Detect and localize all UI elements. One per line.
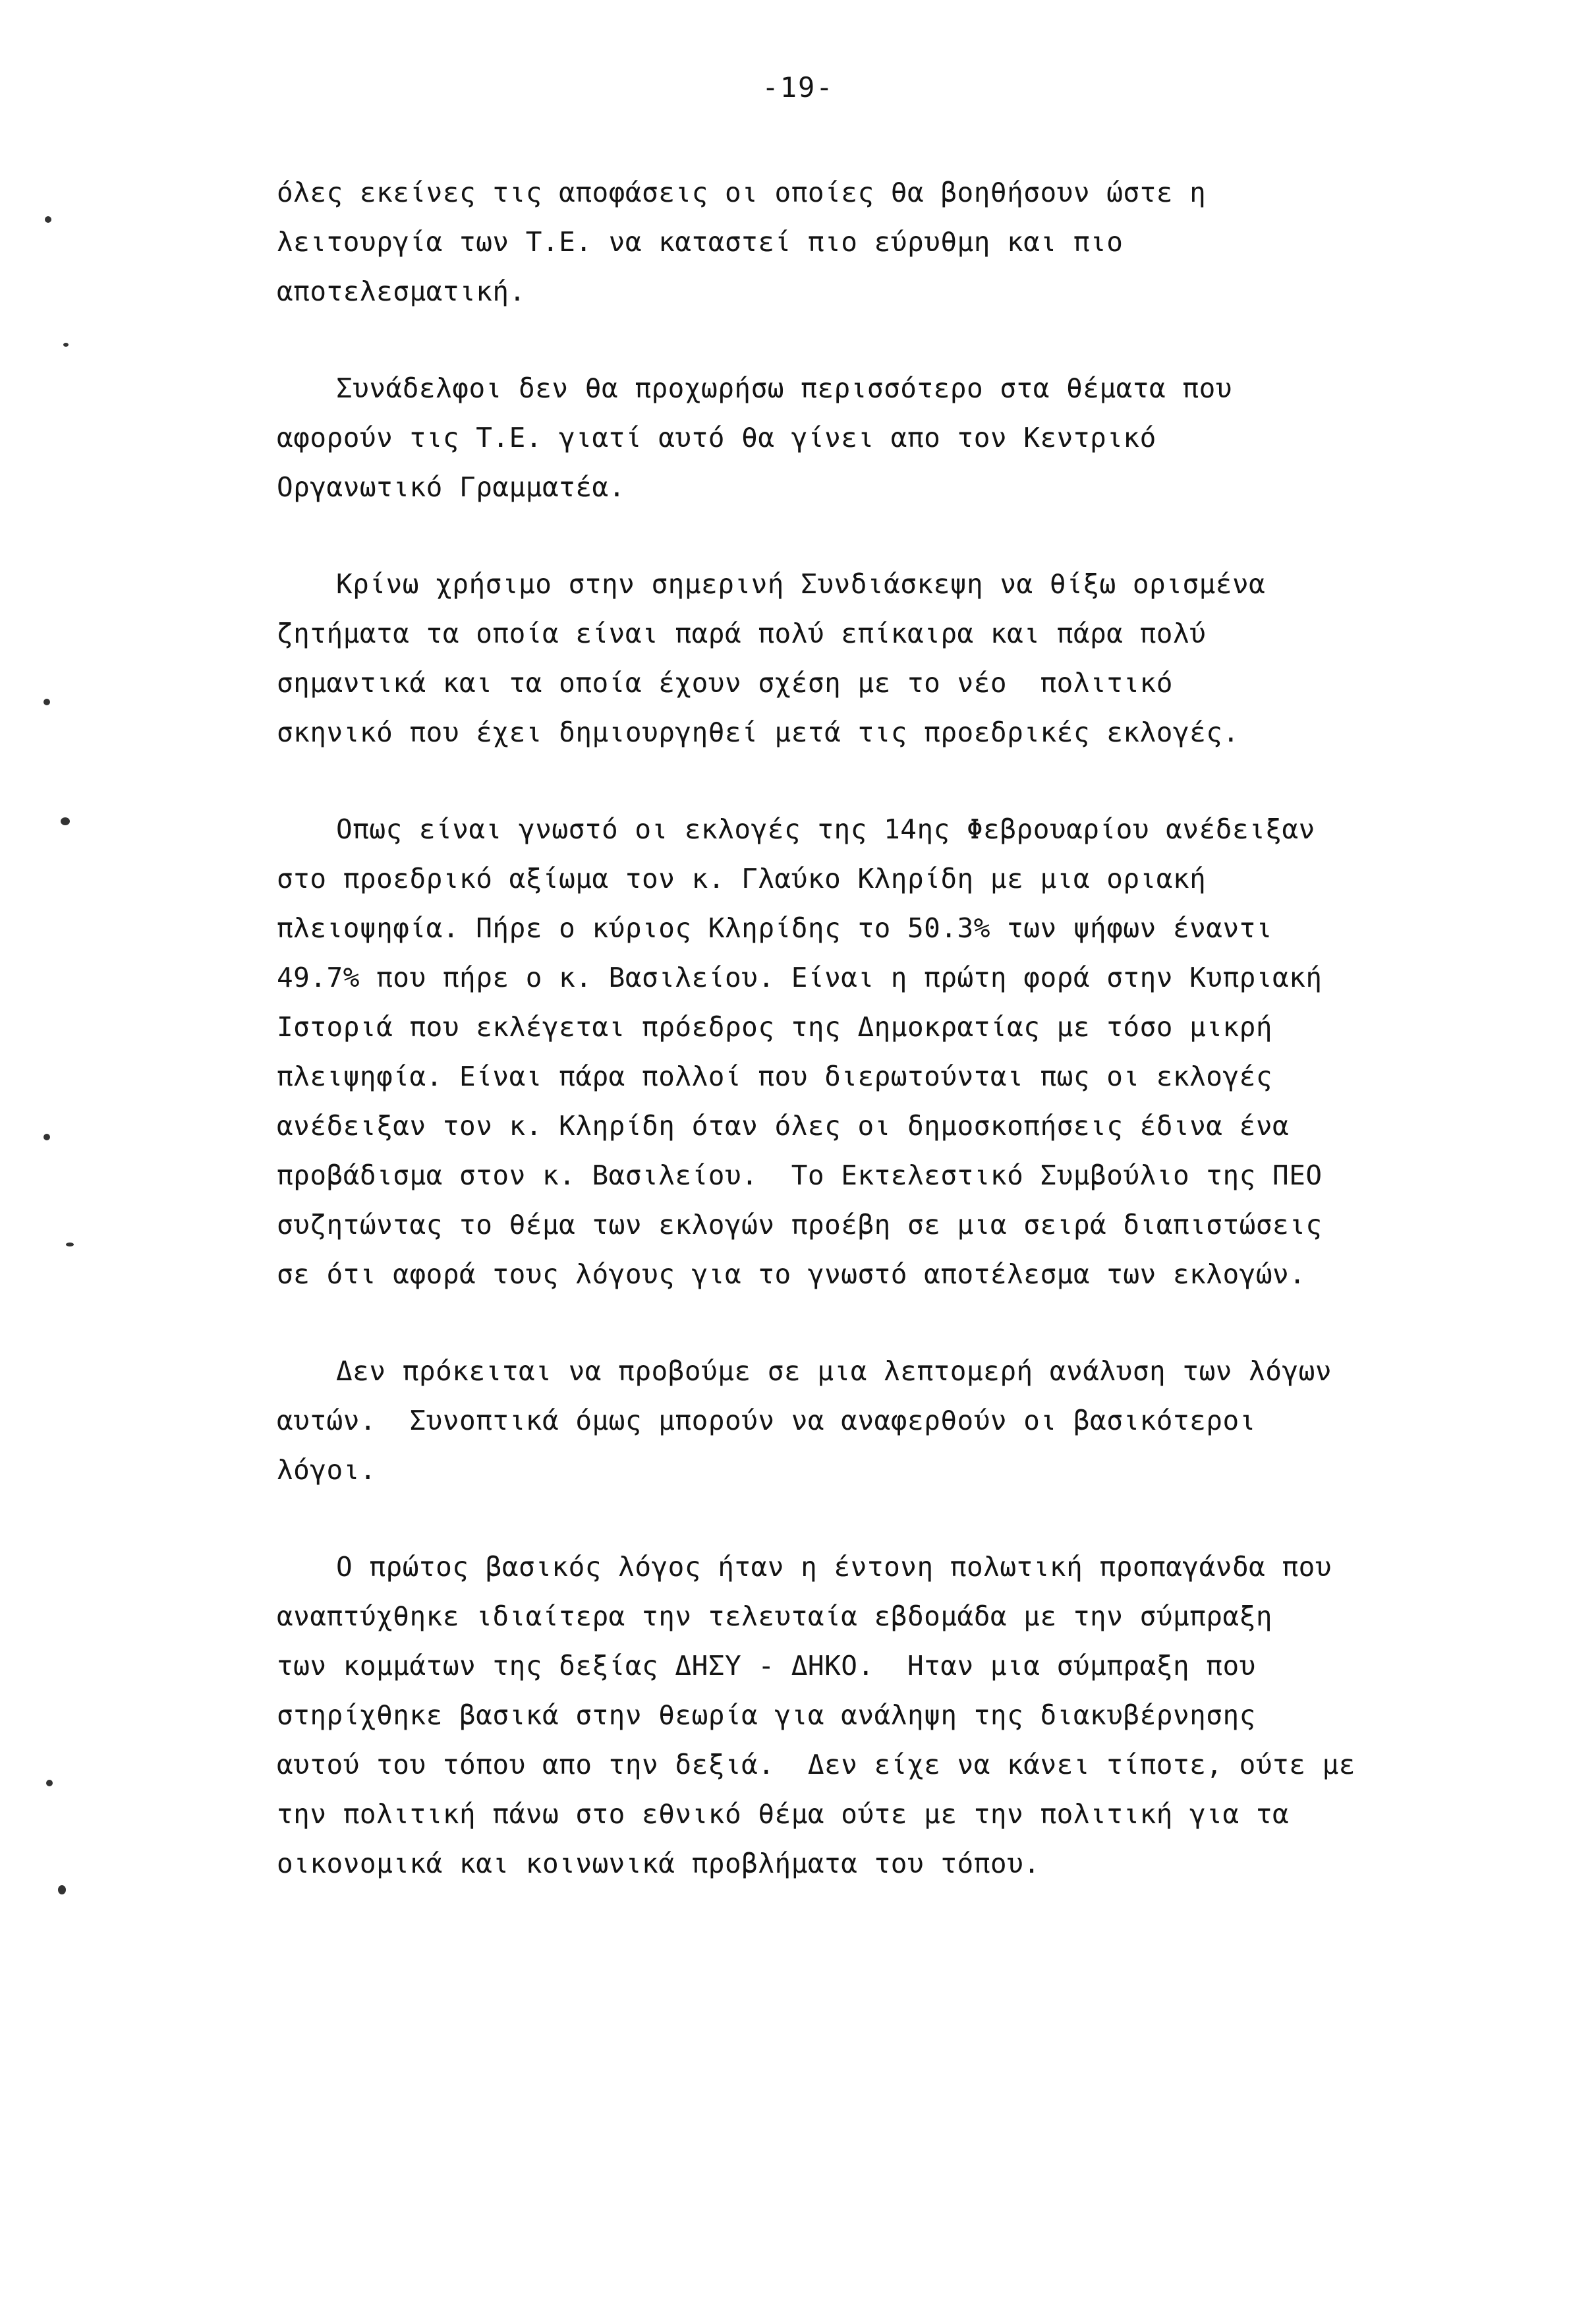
text-line: ανέδειξαν τον κ. Κληρίδη όταν όλες οι δημοσκοπήσεις έδινα ένα	[277, 1110, 1290, 1142]
text-line: Ιστοριά που εκλέγεται πρόεδρος της Δημοκρατίας με τόσο μικρή	[277, 1011, 1273, 1043]
text-line: προβάδισμα στον κ. Βασιλείου. Το Εκτελεστικό Συμβούλιο της ΠΕΟ	[277, 1159, 1323, 1191]
text-line: Συνάδελφοι δεν θα προχωρήσω περισσότερο στα θέματα που	[336, 372, 1232, 404]
text-line: λόγοι.	[277, 1454, 377, 1486]
paragraph-4	[277, 805, 1397, 1299]
text-line: αναπτύχθηκε ιδιαίτερα την τελευταία εβδομάδα με την σύμπραξη	[277, 1600, 1273, 1632]
text-line: σε ότι αφορά τους λόγους για το γνωστό αποτέλεσμα των εκλογών.	[277, 1258, 1306, 1290]
text-line: στηρίχθηκε βασικά στην θεωρία για ανάληψη της διακυβέρνησης	[277, 1699, 1256, 1731]
text-line: την πολιτική πάνω στο εθνικό θέμα ούτε με την πολιτική για τα	[277, 1798, 1290, 1830]
text-line: αφορούν τις Τ.Ε. γιατί αυτό θα γίνει απο τον Κεντρικό	[277, 422, 1156, 454]
page-number: -19-	[762, 71, 834, 103]
paragraph-3	[277, 560, 1397, 757]
text-line: συζητώντας το θέμα των εκλογών προέβη σε μια σειρά διαπιστώσεις	[277, 1209, 1323, 1241]
text-line: αποτελεσματική.	[277, 276, 526, 307]
paragraph-1	[277, 168, 1397, 316]
text-line: σκηνικό που έχει δημιουργηθεί μετά τις προεδρικές εκλογές.	[277, 717, 1240, 748]
text-line: πλειοψηφία. Πήρε ο κύριος Κληρίδης το 50.3% των ψήφων έναντι	[277, 912, 1273, 944]
text-line: οικονομικά και κοινωνικά προβλήματα του τόπου.	[277, 1848, 1040, 1879]
paragraph-2	[277, 364, 1397, 512]
text-line: σημαντικά και τα οποία έχουν σχέση με το νέο πολιτικό	[277, 667, 1173, 699]
text-line: Δεν πρόκειται να προβούμε σε μια λεπτομερή ανάλυση των λόγων	[336, 1355, 1332, 1387]
text-line: στο προεδρικό αξίωμα τον κ. Γλαύκο Κληρίδη με μια οριακή	[277, 863, 1207, 894]
paragraph-6	[277, 1542, 1397, 1888]
text-line: ζητήματα τα οποία είναι παρά πολύ επίκαιρα και πάρα πολύ	[277, 618, 1207, 649]
text-line: Οπως είναι γνωστό οι εκλογές της 14ης Φεβρουαρίου ανέδειξαν	[336, 813, 1315, 845]
paragraph-5	[277, 1347, 1397, 1495]
text-line: πλειψηφία. Είναι πάρα πολλοί που διερωτούνται πως οι εκλογές	[277, 1061, 1273, 1092]
text-line: όλες εκείνες τις αποφάσεις οι οποίες θα βοηθήσουν ώστε η	[277, 177, 1207, 208]
text-line: 49.7% που πήρε ο κ. Βασιλείου. Είναι η πρώτη φορά στην Κυπριακή	[277, 962, 1323, 993]
text-line: αυτού του τόπου απο την δεξιά. Δεν είχε να κάνει τίποτε, ούτε με	[277, 1749, 1355, 1780]
body-text	[277, 168, 1397, 1936]
text-line: αυτών. Συνοπτικά όμως μπορούν να αναφερθούν οι βασικότεροι	[277, 1405, 1256, 1436]
text-line: Ο πρώτος βασικός λόγος ήταν η έντονη πολωτική προπαγάνδα που	[336, 1551, 1332, 1583]
text-line: Οργανωτικό Γραμματέα.	[277, 471, 625, 503]
text-line: Κρίνω χρήσιμο στην σημερινή Συνδιάσκεψη να θίξω ορισμένα	[336, 568, 1266, 600]
text-line: λειτουργία των Τ.Ε. να καταστεί πιο εύρυθμη και πιο	[277, 226, 1124, 258]
text-line: των κομμάτων της δεξίας ΔΗΣΥ - ΔΗΚΟ. Ηταν μια σύμπραξη που	[277, 1650, 1256, 1682]
